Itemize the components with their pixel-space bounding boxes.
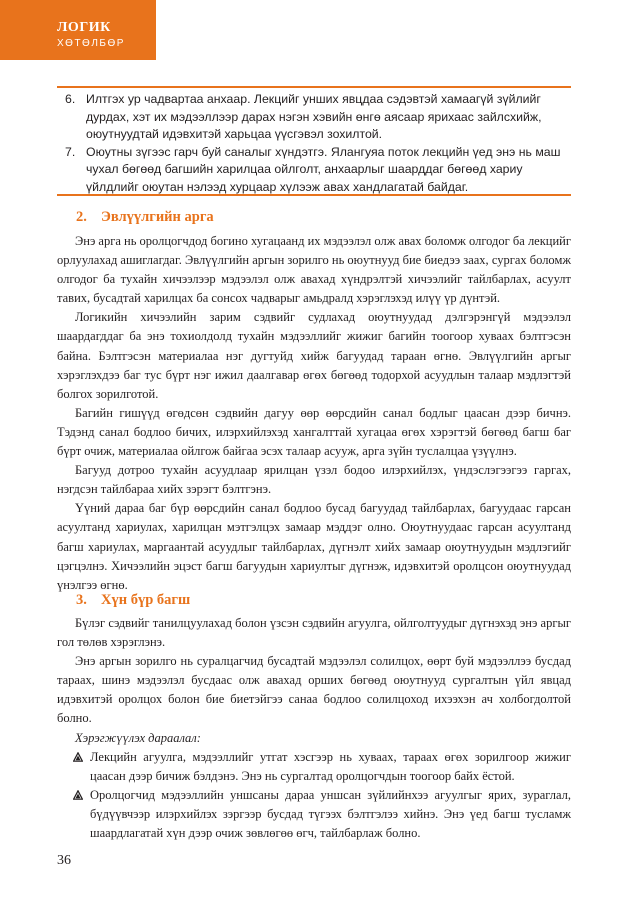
bullet-text: Оролцогчид мэдээллийн уншсаны дараа уншсан зүйлийнхээ агуулгыг ярих, зураглал, бүдүүвчээр илэрхийлэх зэргээр бусдад түгээх бэлтгэлээ хийнэ. Энэ үед багш тусламж шаардлагатай хүн дээр очиж зөвлөгөө өгч, тайлбарлаж болно. xyxy=(90,787,571,841)
bullet-item xyxy=(57,786,571,843)
section-3-body xyxy=(57,614,571,843)
section-heading-2 xyxy=(76,209,214,226)
header-title: ЛОГИК xyxy=(57,20,111,35)
list-item-number: 7. xyxy=(65,144,76,159)
bullet-list xyxy=(57,748,571,843)
paragraph: Багийн гишүүд өгөдсөн сэдвийн дагуу өөр өөрсдийн санал бодлыг цаасан дээр бичнэ. Тэдэнд санал бодлоо бичих, илэрхийлэхэд хангалттай хугацаа өгөх хэрэгтэй бөгөөд багш баг бүрт очиж, материалаа ойлгож байгаа эсэх талаар асууж, арга зүйн туслалцаа үзүүлнэ. xyxy=(57,405,571,459)
section-title: Хүн бүр багш xyxy=(101,592,191,608)
header-subtitle: ХӨТӨЛБӨР xyxy=(57,38,125,49)
section-title: Эвлүүлгийн арга xyxy=(101,209,214,225)
paragraph: Бүлэг сэдвийг танилцуулахад болон үзсэн сэдвийн агуулга, ойлголтуудыг дүгнэхэд энэ аргыг гол төлөв хэрэглэнэ. xyxy=(57,616,571,650)
bullet-item xyxy=(57,748,571,786)
bullet-text: Лекцийн агуулга, мэдээллийг утгат хэсгээр нь хуваах, тараах өгөх зорилгоор жижиг цаасан дээр бичиж бэлдэнэ. Энэ нь сургалтад оролцогчдын тоогоор байх ёстой. xyxy=(90,749,571,783)
section-heading-3 xyxy=(76,592,190,609)
list-item xyxy=(62,144,567,197)
list-item-text: Илтгэх ур чадвартаа анхаар. Лекцийг унших явцдаа сэдэвтэй хамаагүй зүйлийг дурдах, хэт их мэдээллээр дарах нэгэн хэвийн өнгө аясаар ярихаас зайлсхийж, оюутнуудтай идэвхитэй харьцаа үүсгэвэл зохилтой. xyxy=(86,92,542,141)
triangle-bullet-icon xyxy=(73,790,83,800)
paragraph: Энэ арга нь оролцогчдод богино хугацаанд их мэдээлэл олж авах боломж олгодог ба лекцийг орлуулахад ашиглагдаг. Эвлүүлгийн аргын зорилго нь оюутнууд бие биедээ заах, сургах боломж олгодог ба тухайн хичээлээр мэдээлэл олж авахад хүндрэлтэй хичээлийг тайлбарлах, асуулт тавих, бусадтай харилцах ба сонсох чадварыг амьдралд хэрэглэхэд илүү үр дүнтэй. xyxy=(57,234,572,306)
sequence-label: Хэрэгжүүлэх дараалал: xyxy=(75,730,201,745)
page-number: 36 xyxy=(57,853,71,868)
paragraph: Үүний дараа баг бүр өөрсдийн санал бодлоо бусад багуудад тайлбарлах, багуудаас гарсан асуултанд хариулах, харилцан мэтгэлцэх замаар мэддэг олно. Оюутнуудаас гарсан асуултанд багш хариулах, маргаантай асуудлыг тайлбарлах, дүгнэлт хийх замаар оюутнуудын мэдлэгийг цэгцэлнэ. Хичээлийн эцэст багш багуудын хариултыг дүгнэж, идэвхитэй оролцсон оюутнуудад үнэлгээ өгнө. xyxy=(57,501,571,592)
numbered-list xyxy=(62,91,567,196)
section-number: 2. xyxy=(76,209,87,225)
list-item-number: 6. xyxy=(65,92,76,106)
list-item-text: Оюутны зүгээс гарч буй саналыг хүндэтгэ. Ялангуяа поток лекцийн үед энэ нь маш чухал бөгөөд багшийн харилцаа ойлголт, анхаарлыг шаарддаг бөгөөд хариу үйлдлийг оюутан нэлээд хурцаар хүлээж авах хандлагатай байдаг. xyxy=(86,144,561,194)
triangle-bullet-icon xyxy=(73,752,83,762)
list-item xyxy=(62,91,567,144)
section-number: 3. xyxy=(76,592,87,608)
paragraph: Логикийн хичээлийн зарим сэдвийг судлахад оюутнуудад дэлгэрэнгүй мэдээлэл шаардагддаг ба энэ тохиолдолд тухайн мэдээллийг жижиг багийн тоогоор хуваах бэлтгэсэн байна. Бэлтгэсэн материалаа нэг дугтуйд хийж багуудад тараан өгнө. Эвлүүлгийн аргыг хэрэглэхдээ баг тус бүрт нэг ижил даалгавар өгөх бөгөөд тодорхой асуудлын талаар мэдлэгтэй болгох зорилготой. xyxy=(57,310,571,401)
bottom-divider xyxy=(57,194,571,196)
paragraph: Энэ аргын зорилго нь суралцагчид бусадтай мэдээлэл солилцох, өөрт буй мэдээллээ бусдад тараах, шинэ мэдээлэл бусдаас олж авахад орших бөгөөд оюутнууд сургалтын үйл явцад идэвхитэй оролцох болон бие биетэйгээ санаа бодлоо солилцоход ихээхэн ач холбогдолтой болно. xyxy=(57,654,571,726)
section-2-body xyxy=(57,232,571,595)
paragraph: Багууд дотроо тухайн асуудлаар ярилцан үзэл бодоо илэрхийлэх, үндэслэгээгээ гаргах, нэгдсэн тайлбараа хийх зэрэгт бэлтгэнэ. xyxy=(57,463,571,497)
top-divider xyxy=(57,86,571,88)
